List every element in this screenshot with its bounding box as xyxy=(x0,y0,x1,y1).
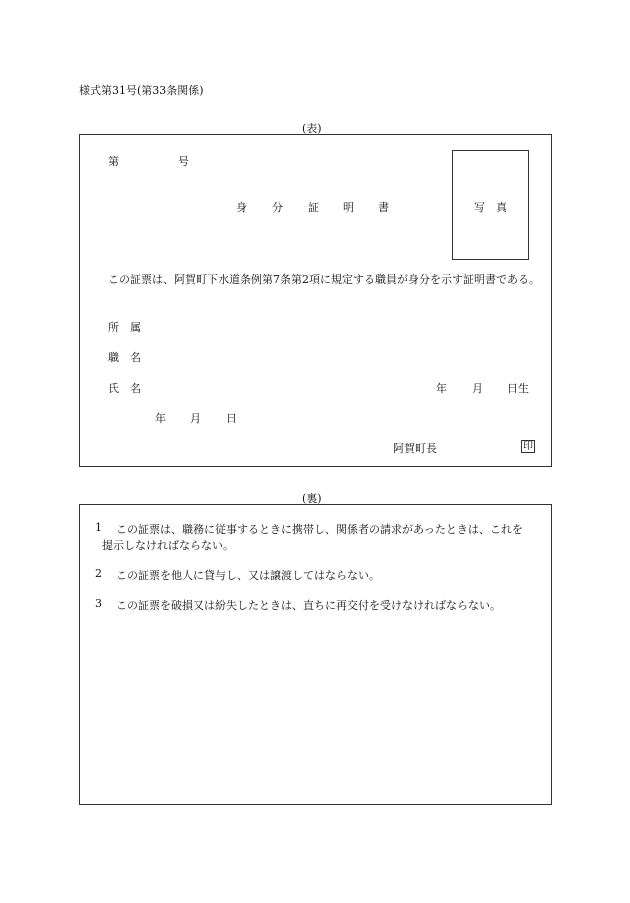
job-title-label: 職 名 xyxy=(108,351,141,364)
issuer-name: 阿賀町長 xyxy=(393,442,437,455)
statement-text xyxy=(86,272,548,288)
certificate-title-char-2: 分 xyxy=(272,201,283,214)
certificate-title-char-1: 身 xyxy=(236,201,247,214)
seal-mark: 印 xyxy=(523,441,533,452)
form-title: 様式第31号(第33条関係) xyxy=(79,84,204,97)
issue-month-label: 月 xyxy=(190,412,201,425)
photo-label: 写 真 xyxy=(474,201,507,214)
back-heading: (裏) xyxy=(302,492,322,505)
birth-year-label: 年 xyxy=(436,382,447,395)
issue-year-label: 年 xyxy=(155,412,166,425)
certificate-title-char-3: 証 xyxy=(308,201,319,214)
back-item-2-text: この証票を他人に貸与し、又は譲渡してはならない。 xyxy=(116,569,380,582)
back-item-3-text: この証票を破損又は紛失したときは、直ちに再交付を受けなければならない。 xyxy=(116,599,501,612)
certificate-title-char-4: 明 xyxy=(343,201,354,214)
affiliation-label: 所 属 xyxy=(108,321,141,334)
birth-day-label: 日生 xyxy=(507,382,529,395)
birth-month-label: 月 xyxy=(472,382,483,395)
certificate-title-char-5: 書 xyxy=(378,201,389,214)
front-heading: (表) xyxy=(302,122,322,135)
back-item-1-text: この証票は、職務に従事するときに携帯し、関係者の請求があったときは、これを xyxy=(116,523,523,536)
issue-day-label: 日 xyxy=(226,412,237,425)
back-item-3-num: 3 xyxy=(95,597,102,610)
name-label: 氏 名 xyxy=(108,382,141,395)
number-label-prefix: 第 xyxy=(108,155,119,168)
back-item-1-num: 1 xyxy=(95,521,102,534)
back-item-2-num: 2 xyxy=(95,567,102,580)
back-item-1-continuation: 提示しなければならない。 xyxy=(102,539,234,552)
number-label-suffix: 号 xyxy=(178,155,189,168)
statement-body: この証票は、阿賀町下水道条例第7条第2項に規定する職員が身分を示す証明書である。 xyxy=(108,273,540,286)
